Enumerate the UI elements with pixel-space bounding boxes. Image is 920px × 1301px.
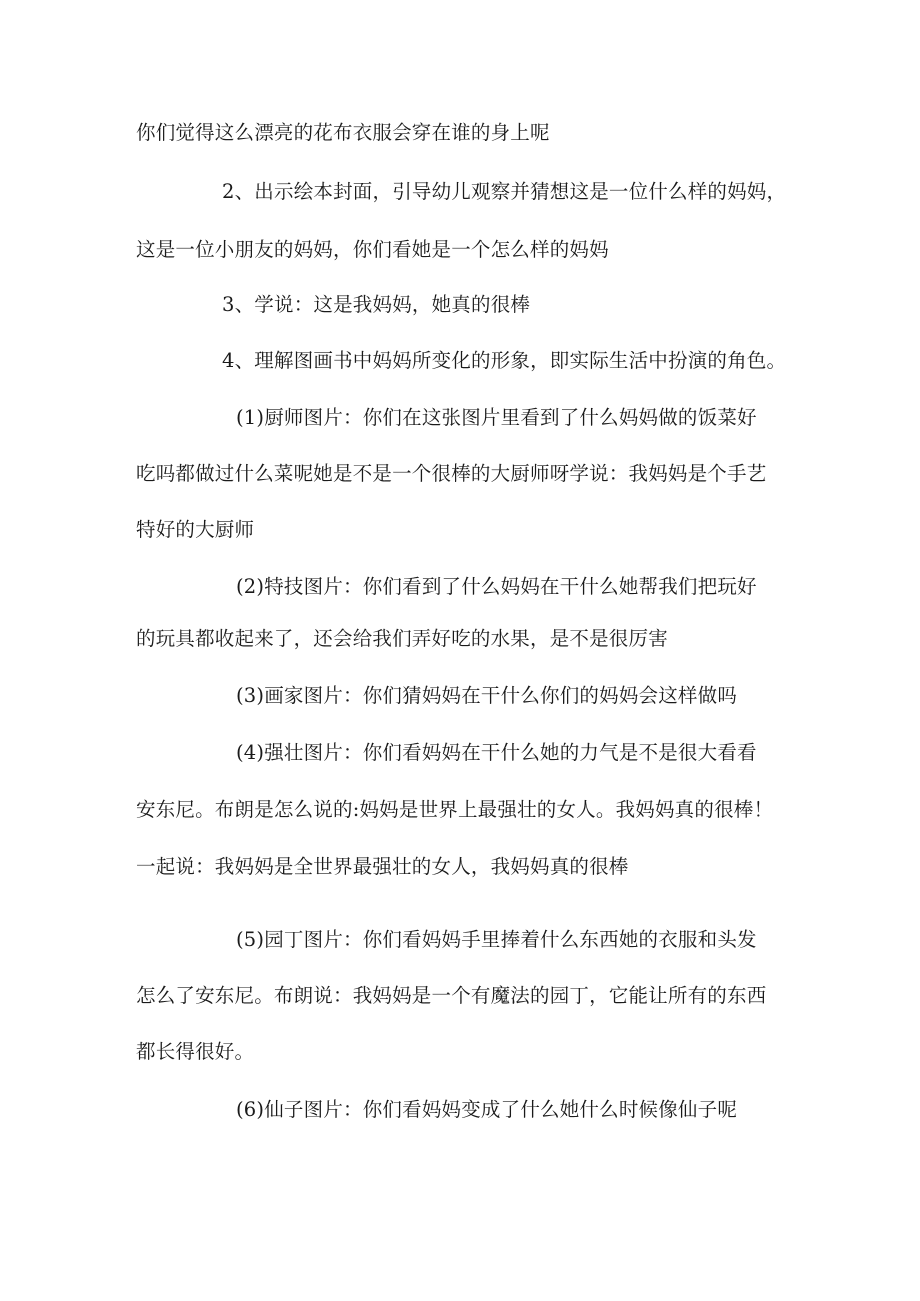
text-line-2: 2、出示绘本封面，引导幼儿观察并猜想这是一位什么样的妈妈， <box>222 180 787 203</box>
text-line-7: 吃吗都做过什么菜呢她是不是一个很棒的大厨师呀学说：我妈妈是个手艺 <box>136 462 767 485</box>
text-line-5: 4、理解图画书中妈妈所变化的形象，即实际生活中扮演的角色。 <box>222 349 787 372</box>
text-line-13: 安东尼。布朗是怎么说的:妈妈是世界上最强壮的女人。我妈妈真的很棒！ <box>136 798 774 821</box>
text-line-6: (1)厨师图片：你们在这张图片里看到了什么妈妈做的饭菜好 <box>236 406 757 429</box>
text-line-3: 这是一位小朋友的妈妈，你们看她是一个怎么样的妈妈 <box>136 238 609 261</box>
text-line-17: 都长得很好。 <box>136 1040 255 1063</box>
text-line-12: (4)强壮图片：你们看妈妈在干什么她的力气是不是很大看看 <box>236 741 757 764</box>
text-line-14: 一起说：我妈妈是全世界最强壮的女人，我妈妈真的很棒 <box>136 855 629 878</box>
text-line-18: (6)仙子图片：你们看妈妈变成了什么她什么时候像仙子呢 <box>236 1098 738 1121</box>
text-line-1: 你们觉得这么漂亮的花布衣服会穿在谁的身上呢 <box>136 121 550 144</box>
text-line-4: 3、学说：这是我妈妈，她真的很棒 <box>222 293 531 316</box>
text-line-15: (5)园丁图片：你们看妈妈手里捧着什么东西她的衣服和头发 <box>236 928 757 951</box>
text-line-9: (2)特技图片：你们看到了什么妈妈在干什么她帮我们把玩好 <box>236 575 757 598</box>
text-line-16: 怎么了安东尼。布朗说：我妈妈是一个有魔法的园丁，它能让所有的东西 <box>136 984 767 1007</box>
text-line-10: 的玩具都收起来了，还会给我们弄好吃的水果，是不是很厉害 <box>136 627 668 650</box>
text-line-8: 特好的大厨师 <box>136 518 255 541</box>
text-line-11: (3)画家图片：你们猜妈妈在干什么你们的妈妈会这样做吗 <box>236 684 738 707</box>
